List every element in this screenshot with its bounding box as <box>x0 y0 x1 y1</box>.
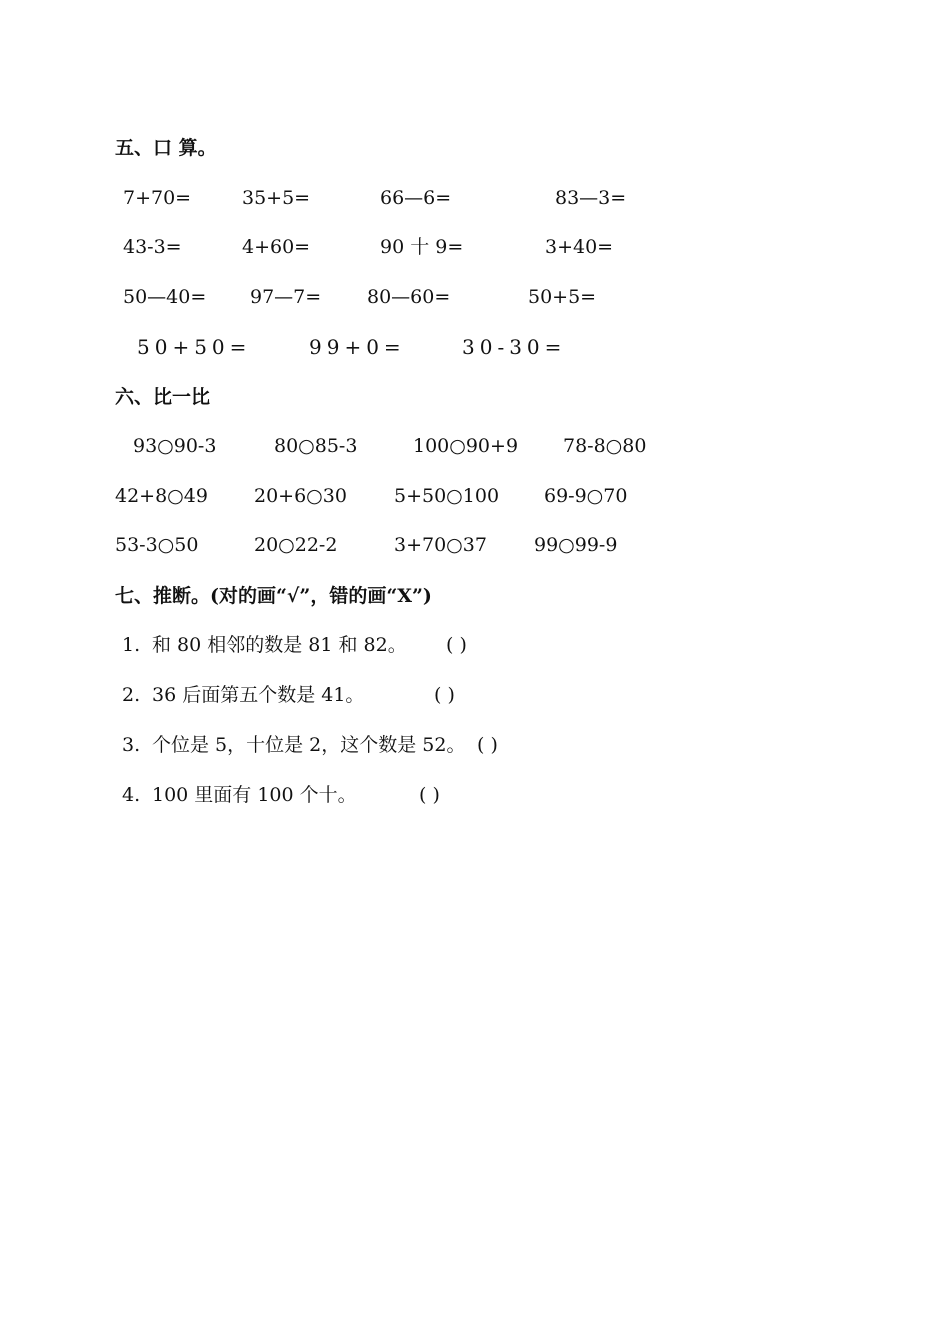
section6-row-2 <box>0 483 950 509</box>
judge-statement <box>122 632 407 658</box>
section5-problem: 80—60= <box>367 286 451 308</box>
section5-row-2 <box>0 234 950 260</box>
section6-heading: 六、比一比 <box>115 386 211 408</box>
section5-problem: 3+40= <box>545 236 614 258</box>
judge-statement <box>122 782 357 808</box>
section6-compare: 20○22-2 <box>254 534 338 556</box>
judge-text: 100 里面有 100 个十。 <box>152 784 357 806</box>
judge-text: 36 后面第五个数是 41。 <box>152 684 365 706</box>
section5-problem: 50—40= <box>123 286 207 308</box>
answer-parentheses[interactable]: ( ) <box>434 684 455 706</box>
judge-statement <box>122 682 364 708</box>
section7-heading: 七、推断。(对的画“√”，错的画“X”) <box>115 585 432 607</box>
section6-compare: 93○90-3 <box>133 435 217 457</box>
section5-problem: 50+50= <box>137 335 252 359</box>
section6-compare: 100○90+9 <box>413 435 519 457</box>
judge-item-2 <box>0 682 950 708</box>
section5-problem: 50+5= <box>528 286 597 308</box>
judge-number: 3. <box>122 734 141 756</box>
section5-heading: 五、口 算。 <box>115 137 217 159</box>
section5-problem: 4+60= <box>242 236 311 258</box>
section5-row-4 <box>0 334 950 360</box>
judge-item-3 <box>0 732 950 758</box>
answer-parentheses[interactable]: ( ) <box>419 784 440 806</box>
section6-row-1 <box>0 433 950 459</box>
section5-problem: 83—3= <box>555 187 627 209</box>
section5-problem: 35+5= <box>242 187 311 209</box>
section5-problem: 66—6= <box>380 187 452 209</box>
judge-number: 2. <box>122 684 141 706</box>
section6-compare: 3+70○37 <box>394 534 487 556</box>
section6-compare: 20+6○30 <box>254 485 347 507</box>
answer-parentheses[interactable]: ( ) <box>477 734 498 756</box>
section6-row-3 <box>0 532 950 558</box>
section6-compare: 69-9○70 <box>544 485 628 507</box>
section5-row-1 <box>0 185 950 211</box>
section5-problem: 99+0= <box>309 335 406 359</box>
section5-problem: 90 十 9= <box>380 236 464 258</box>
answer-parentheses[interactable]: ( ) <box>446 634 467 656</box>
section6-compare: 5+50○100 <box>394 485 500 507</box>
judge-text: 个位是 5，十位是 2，这个数是 52。 <box>152 734 466 756</box>
section6-compare: 80○85-3 <box>274 435 358 457</box>
judge-statement <box>122 732 465 758</box>
section5-row-3 <box>0 284 950 310</box>
section6-compare: 78-8○80 <box>563 435 647 457</box>
section6-compare: 99○99-9 <box>534 534 618 556</box>
judge-number: 4. <box>122 784 141 806</box>
judge-item-4 <box>0 782 950 808</box>
section6-compare: 53-3○50 <box>115 534 199 556</box>
section5-problem: 97—7= <box>250 286 322 308</box>
section5-problem: 30-30= <box>462 335 567 359</box>
section5-problem: 43-3= <box>123 236 182 258</box>
judge-item-1 <box>0 632 950 658</box>
section6-compare: 42+8○49 <box>115 485 208 507</box>
judge-text: 和 80 相邻的数是 81 和 82。 <box>152 634 407 656</box>
section5-problem: 7+70= <box>123 187 192 209</box>
judge-number: 1. <box>122 634 141 656</box>
